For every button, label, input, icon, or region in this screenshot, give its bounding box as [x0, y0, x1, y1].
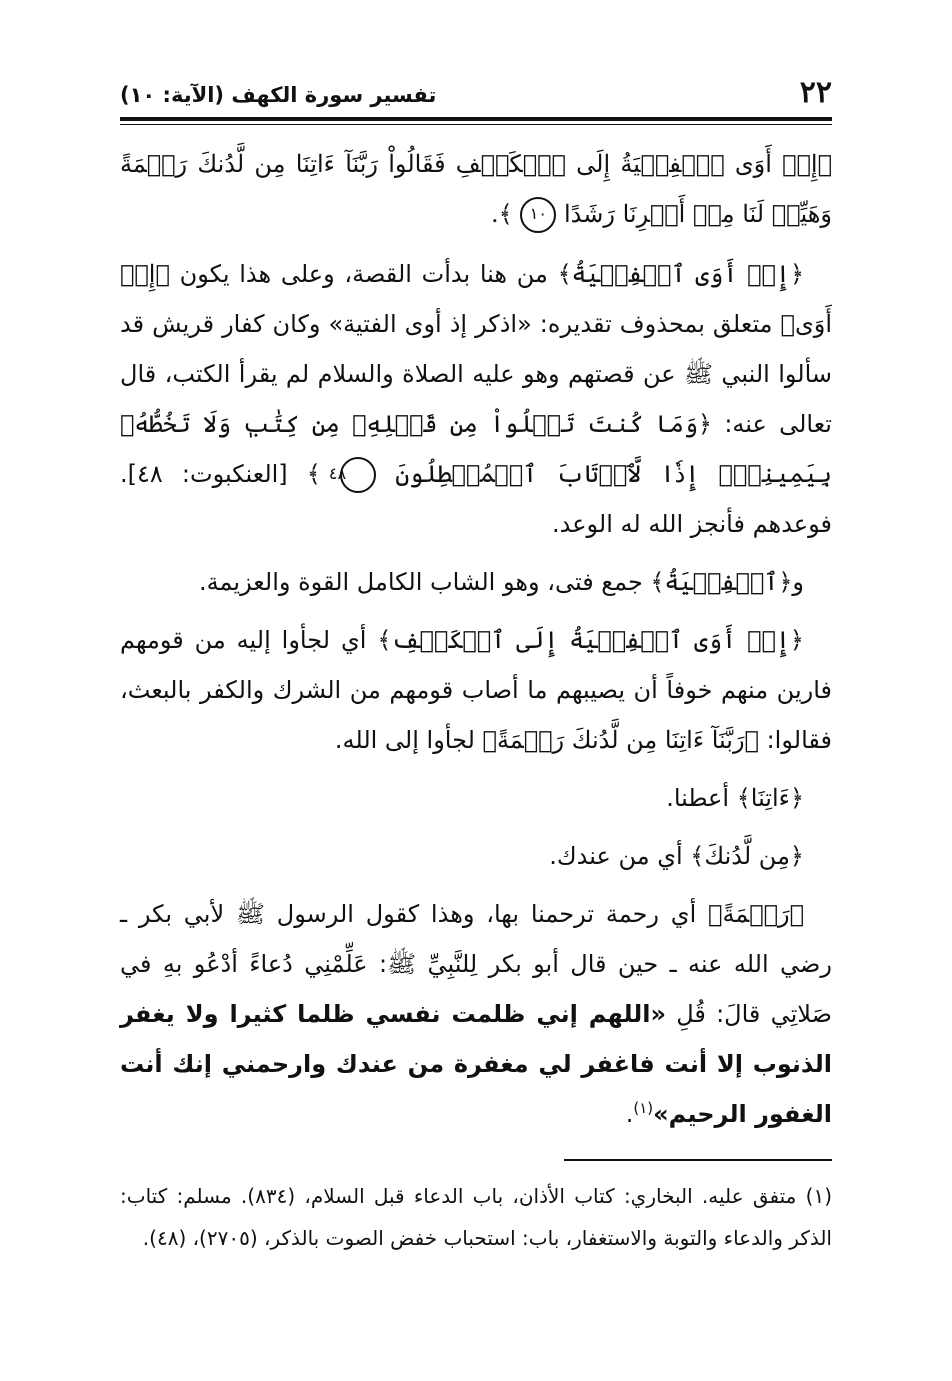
page-header [120, 75, 832, 113]
page-number: ٢٢ [799, 75, 832, 110]
quran-quote: ﴿ءَاتِنَا﴾ [736, 784, 804, 812]
paragraph-text: . [625, 1100, 634, 1128]
quran-quote: ﴿رَبَّنَآ ءَاتِنَا مِن لَّدُنكَ رَحۡمَةً﴾ [482, 726, 759, 754]
quran-quote: ﴿إِذۡ أَوَى ٱلۡفِتۡيَةُ﴾ [557, 260, 804, 288]
quran-quote: ﴿ٱلۡفِتۡيَةُ﴾ [650, 568, 793, 596]
quran-quote: ﴿رَحۡمَةً﴾ [708, 900, 804, 928]
footnote-separator [564, 1159, 832, 1161]
paragraph-text: أي رحمة ترحمنا بها، وهذا كقول الرسول ﷺ لأبي بكر ـ رضي الله عنه ـ حين قال أبو بكر لِلنَّبِيِّ ﷺ: عَلِّمْنِي دُعاءً أدْعُو بهِ في صَلاتِي قالَ: قُلِ [120, 900, 832, 1028]
commentary-paragraph-2 [120, 557, 832, 607]
quran-quote: ﴿إِذۡ أَوَى ٱلۡفِتۡيَةُ إِلَى ٱلۡكَهۡفِ﴾ [377, 626, 804, 654]
commentary-paragraph-5 [120, 831, 832, 881]
paragraph-text: جمع فتى، وهو الشاب الكامل القوة والعزيمة. [199, 568, 651, 596]
quran-verse: ﴿إِذۡ أَوَى ٱلۡفِتۡيَةُ إِلَى ٱلۡكَهۡفِ فَقَالُواْ رَبَّنَآ ءَاتِنَا مِن لَّدُنكَ رَحۡمَةً وَهَيِّئۡ لَنَا مِنۡ أَمۡرِنَا رَشَدًا [120, 150, 832, 228]
commentary-paragraph-3 [120, 615, 832, 765]
book-page [120, 75, 832, 1259]
quran-quote: ﴿إِذۡ أَوَى﴾ [120, 260, 832, 338]
paragraph-text: أي لجأوا إليه من قومهم فارين منهم خوفاً أن يصيبهم ما أصاب قومهم من الشرك والكفر بالبعث، فقالوا: [120, 626, 832, 754]
paragraph-text: أعطنا. [666, 784, 737, 812]
commentary-paragraph-1 [120, 249, 832, 549]
commentary-paragraph-6 [120, 889, 832, 1139]
header-rule-thick [120, 117, 832, 121]
running-title: تفسير سورة الكهف (الآية: ١٠) [120, 83, 437, 107]
paragraph-text: متعلق بمحذوف تقديره: «اذكر إذ أوى الفتية» وكان كفار قريش قد سألوا النبي ﷺ عن قصتهم وهو عليه الصلاة والسلام لم يقرأ الكتب، قال تعالى عنه: [120, 310, 832, 438]
paragraph-text: لجأوا إلى الله. [334, 726, 483, 754]
paragraph-text: أي من عندك. [549, 842, 691, 870]
quran-quote: ﴿مِن لَّدُنكَ﴾ [690, 842, 804, 870]
verse-close: ﴾. [491, 200, 513, 228]
main-text [120, 139, 832, 1139]
footnote: (١) متفق عليه. البخاري: كتاب الأذان، باب الدعاء قبل السلام، (٨٣٤). مسلم: كتاب: الذكر والدعاء والتوبة والاستغفار، باب: استحباب خفض الصوت بالذكر، (٢٧٠٥)، (٤٨). [120, 1184, 832, 1250]
commentary-paragraph-4 [120, 773, 832, 823]
ayah-number-marker: ١٠ [520, 197, 556, 233]
footnote-reference: (١) [633, 1099, 654, 1117]
paragraph-text: من هنا بدأت القصة، وعلى هذا يكون [169, 260, 558, 288]
quran-quote: ﴿وَمَا كُنتَ تَتۡلُواْ مِن قَبۡلِهِۦ مِن كِتَٰبٖ وَلَا تَخُطُّهُۥ بِيَمِينِكَۖ إِذٗا لَّٱرۡتَابَ ٱلۡمُبۡطِلُونَ [120, 410, 832, 488]
hadith-supplication: «اللهم إني ظلمت نفسي ظلما كثيرا ولا يغفر الذنوب إلا أنت فاغفر لي مغفرة من عندك وارحمني إنك أنت الغفور الرحيم» [120, 1000, 832, 1128]
verse-paragraph [120, 139, 832, 239]
paragraph-text: و [792, 568, 804, 596]
ayah-number-marker: ٤٨ [340, 457, 376, 493]
paragraph-text: ﴾ [العنكبوت: ٤٨]. فوعدهم فأنجز الله له الوعد. [120, 460, 832, 538]
header-rule-thin [120, 124, 832, 125]
